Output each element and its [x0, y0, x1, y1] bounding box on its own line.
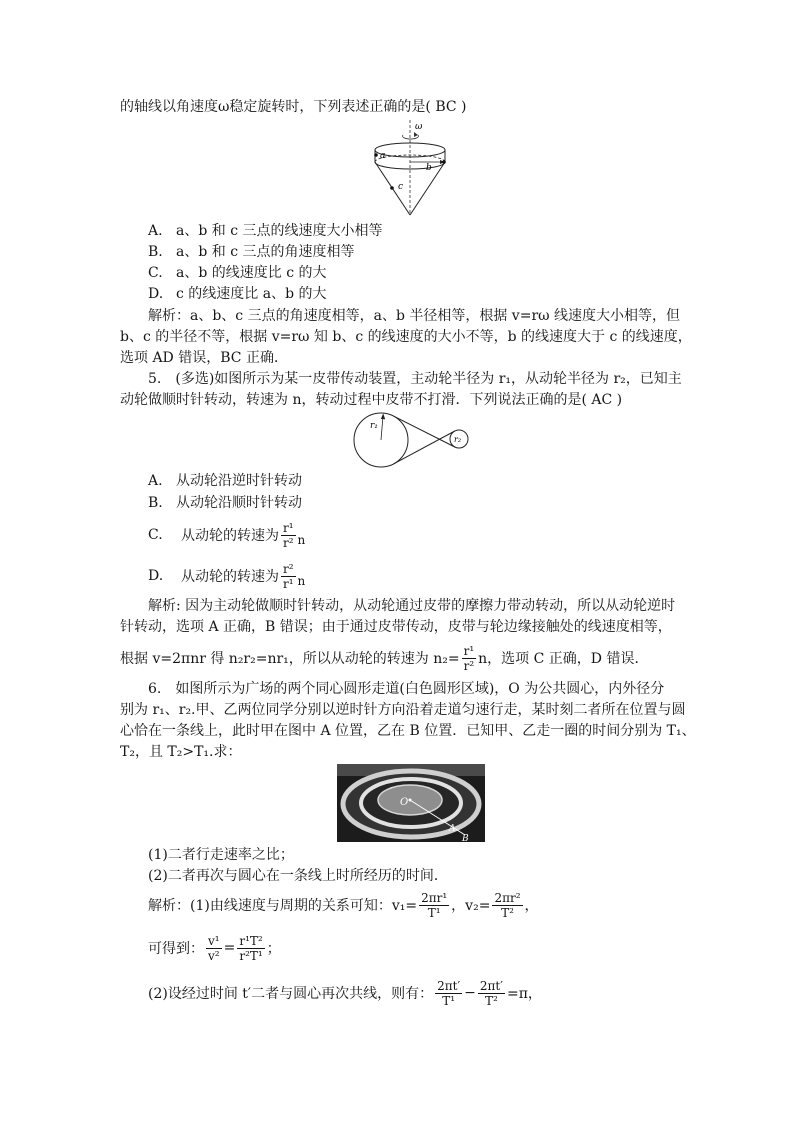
option-key: C. [148, 527, 163, 543]
option-text: c 的线速度比 a、b 的大 [176, 286, 327, 302]
q5-option-c [148, 517, 305, 553]
option-key: A. [148, 223, 163, 239]
q5-stem-line: 动轮做顺时针转动，转速为 n，转动过程中皮带不打滑．下列说法正确的是( AC ) [120, 392, 623, 408]
label-a: A [449, 824, 456, 834]
point-a [374, 153, 378, 157]
label-o: O [400, 797, 409, 808]
belt-segment [394, 416, 455, 447]
label-b: b [426, 163, 432, 173]
analysis-text: =π， [506, 986, 542, 1002]
fraction-denominator: T¹ [427, 905, 441, 920]
rotation-arrowhead [414, 132, 418, 137]
fraction [206, 934, 222, 963]
label-r1: r₁ [370, 421, 378, 431]
q5-stem-line: 5. (多选)如图所示为某一皮带传动装置，主动轮半径为 r₁，从动轮半径为 r₂，已知主 [148, 371, 682, 387]
option-key: B. [148, 244, 163, 260]
option-text: a、b 的线速度比 c 的大 [176, 265, 327, 281]
fraction-numerator: r¹ [283, 520, 294, 535]
fraction [419, 891, 449, 920]
fraction [237, 934, 264, 963]
q5-analysis-last-line [120, 640, 648, 676]
q4-stem-tail: 的轴线以角速度ω稳定旋转时，下列表述正确的是( BC ) [120, 99, 467, 115]
fraction [435, 979, 462, 1008]
option-key: A. [148, 473, 163, 489]
fraction [462, 644, 477, 673]
fraction-denominator: v² [208, 948, 220, 963]
fraction-denominator: T² [501, 905, 514, 920]
option-text: a、b 和 c 三点的角速度相等 [176, 244, 355, 260]
belt-segment [394, 431, 455, 464]
point-b [442, 160, 446, 164]
plaza-photo [337, 764, 485, 842]
q4-option-b [148, 242, 355, 262]
fraction [478, 979, 505, 1008]
analysis-text: ； [266, 941, 281, 957]
q4-option-c [148, 263, 327, 283]
label-c: c [398, 182, 404, 192]
q6-analysis-line-3 [148, 975, 542, 1011]
fraction-numerator: r¹ [463, 643, 475, 658]
fraction-denominator: T² [485, 993, 498, 1008]
option-text: a、b 和 c 三点的线速度大小相等 [176, 223, 383, 239]
point-c [390, 186, 394, 190]
fraction-numerator: 2πr¹ [421, 890, 448, 905]
q4-analysis-line: b、c 的半径不等，根据 v=rω 知 b、c 的线速度的大小不等，b 的线速度大于 c 的线速度， [120, 329, 692, 345]
analysis-text: 解析：(1)由线速度与周期的关系可知：v₁= [148, 898, 418, 914]
option-suffix: n [297, 574, 306, 588]
q5-option-d [148, 558, 305, 594]
option-suffix: n [297, 533, 306, 547]
q6-stem-line: 6. 如图所示为广场的两个同心圆形走道(白色圆形区域)，O 为公共圆心，内外径分 [148, 681, 665, 697]
analysis-text: − [464, 985, 476, 1001]
analysis-text: ，v₂= [451, 898, 491, 914]
option-key: D. [148, 568, 164, 584]
q6-subquestion: (2)二者再次与圆心在一条线上时所经历的时间． [148, 868, 448, 884]
fraction-numerator: 2πt′ [479, 978, 503, 993]
q4-analysis-line: 解析：a、b、c 三点的角速度相等，a、b 半径相等，根据 v=rω 线速度大小相等，但 [148, 308, 681, 324]
option-key: B. [148, 495, 163, 511]
center-point-o [409, 799, 412, 802]
q4-option-d [148, 284, 327, 304]
fraction [281, 521, 296, 550]
q6-stem-line: 心恰在一条线上，此时甲在图中 A 位置，乙在 B 位置．已知甲、乙走一圈的时间分别为 T₁、 [120, 723, 696, 739]
fraction-numerator: 2πr² [494, 890, 521, 905]
omega-label: ω [415, 122, 423, 132]
q5-option-a [148, 471, 302, 491]
fraction [281, 562, 296, 591]
option-text: 从动轮沿逆时针转动 [176, 473, 302, 489]
q5-analysis-line: 解析: 因为主动轮做顺时针转动，从动轮通过皮带的摩擦力带动转动，所以从动轮逆时 [148, 598, 676, 614]
q6-analysis-line-2 [148, 930, 281, 966]
fraction-denominator: r² [463, 658, 475, 673]
q5-analysis-line: 针转动，选项 A 正确，B 错误；由于通过皮带传动，皮带与轮边缘接触处的线速度相等， [120, 619, 672, 635]
radius-r1-arrowhead [381, 414, 385, 420]
q6-analysis-line-1 [148, 887, 539, 923]
fraction-numerator: r² [283, 561, 294, 576]
q4-option-a [148, 221, 383, 241]
option-text: 从动轮的转速为 [181, 528, 279, 544]
fraction [492, 891, 522, 920]
fraction-numerator: 2πt′ [437, 978, 461, 993]
belt-drive-figure [350, 410, 475, 472]
fraction-denominator: r²T¹ [239, 948, 263, 963]
option-key: C. [148, 265, 163, 281]
fraction-numerator: v¹ [208, 933, 220, 948]
q6-stem-line: T₂，且 T₂>T₁.求： [120, 744, 242, 760]
fraction-denominator: T¹ [442, 993, 456, 1008]
fraction-numerator: r¹T² [239, 933, 263, 948]
fraction-denominator: r¹ [283, 576, 294, 591]
option-text: 从动轮沿顺时针转动 [176, 495, 302, 511]
radius-r1-line [381, 416, 383, 440]
analysis-text: 可得到： [148, 941, 204, 957]
q6-stem-line: 别为 r₁、r₂.甲、乙两位同学分别以逆时针方向沿着走道匀速行走，某时刻二者所在位置与圆 [120, 702, 686, 718]
q5-option-b [148, 493, 302, 513]
label-a: a [380, 151, 386, 161]
fraction-denominator: r² [283, 535, 294, 550]
label-r2: r₂ [454, 435, 462, 444]
option-key: D. [148, 286, 164, 302]
analysis-text: n，选项 C 正确，D 错误． [478, 651, 649, 667]
analysis-text: ， [524, 898, 539, 914]
option-text: 从动轮的转速为 [181, 569, 279, 585]
analysis-text: (2)设经过时间 t′二者与圆心再次共线，则有： [148, 986, 434, 1002]
analysis-text: = [223, 940, 236, 956]
label-b: B [462, 834, 469, 842]
q6-subquestion: (1)二者行走速率之比； [148, 847, 294, 863]
q4-analysis-line: 选项 AD 错误，BC 正确． [120, 350, 288, 366]
cone-figure [368, 118, 458, 218]
analysis-text: 根据 v=2πnr 得 n₂r₂=nr₁，所以从动轮的转速为 n₂= [120, 651, 460, 667]
